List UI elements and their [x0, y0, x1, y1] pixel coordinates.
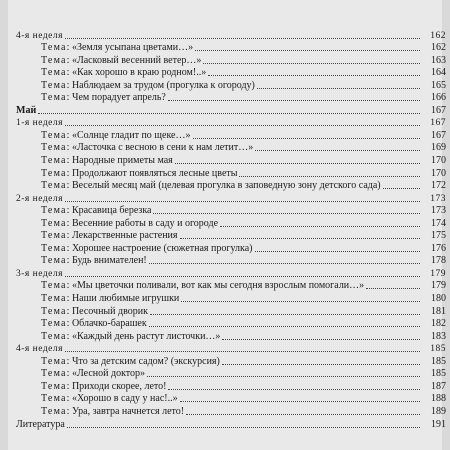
- dot-leader: [383, 187, 420, 189]
- dot-leader: [208, 74, 420, 76]
- dot-leader: [255, 250, 421, 252]
- dot-leader: [222, 363, 420, 365]
- dot-leader: [149, 325, 420, 327]
- topic-title: «Ласковый весенний ветер…»: [71, 54, 202, 66]
- toc-entry-title: Тема: Песочный дворик: [41, 305, 148, 317]
- dot-leader: [153, 212, 420, 214]
- dot-leader: [195, 49, 420, 51]
- dot-leader: [366, 287, 420, 289]
- toc-entry-topic: [16, 92, 446, 105]
- toc-entry-title: Тема: Что за детским садом? (экскурсия): [41, 355, 220, 367]
- dot-leader: [147, 375, 420, 377]
- page-number: 175: [431, 230, 446, 242]
- toc-entry-topic: [16, 242, 446, 255]
- dot-leader: [168, 99, 420, 101]
- topic-label: Тема: [41, 54, 67, 66]
- topic-title: «Мы цветочки поливали, вот как мы сегодня взрослым помогали…»: [71, 280, 365, 292]
- dot-leader: [239, 175, 420, 177]
- topic-label: Тема: [41, 380, 67, 392]
- page-number: 182: [431, 318, 446, 330]
- topic-label: Тема: [41, 167, 67, 179]
- topic-label: Тема: [41, 305, 67, 317]
- page-number: 163: [431, 54, 446, 66]
- page-number: 169: [431, 142, 446, 154]
- topic-title: Веселый месяц май (целевая прогулка в заповедную зону детского сада): [71, 180, 381, 192]
- toc-entry-topic: [16, 255, 446, 268]
- page-number: 179: [430, 268, 446, 279]
- page-number: 180: [431, 293, 446, 305]
- page-number: 167: [430, 118, 446, 129]
- topic-title: Красавица березка: [71, 205, 152, 217]
- toc-entry-title: Тема: «Ласточка с весною в сени к нам летит…»: [41, 142, 254, 154]
- topic-title: Продолжают появляться лесные цветы: [71, 167, 238, 179]
- topic-title: Что за детским садом? (экскурсия): [71, 355, 220, 367]
- toc-entry-topic: [16, 42, 446, 55]
- topic-label: Тема: [41, 155, 67, 167]
- dot-leader: [38, 112, 420, 114]
- topic-label: Тема: [41, 217, 67, 229]
- dot-leader: [180, 237, 420, 239]
- page-number: 174: [431, 217, 446, 229]
- page-number: 191: [431, 418, 446, 430]
- toc-entry-topic: [16, 368, 446, 381]
- dot-leader: [65, 124, 420, 126]
- toc-entry-title: 4-я неделя: [16, 30, 63, 41]
- toc-entry-title: Тема: «Хорошо в саду у нас!..»: [41, 393, 178, 405]
- toc-entry-title: Тема: Народные приметы мая: [41, 155, 173, 167]
- toc-entry-title: Тема: Облачко-барашек: [41, 318, 147, 330]
- toc-entry-title: Тема: «Ласковый весенний ветер…»: [41, 54, 202, 66]
- topic-label: Тема: [41, 280, 67, 292]
- toc-entry-title: Тема: Лекарственные растения: [41, 230, 178, 242]
- toc-entry-topic: [16, 154, 446, 167]
- toc-entry-week: [16, 29, 446, 42]
- toc-entry-topic: [16, 305, 446, 318]
- dot-leader: [65, 350, 420, 352]
- topic-label: Тема: [41, 393, 67, 405]
- toc-entry-topic: [16, 230, 446, 243]
- dot-leader: [181, 300, 420, 302]
- toc-entry-title: Тема: Наши любимые игрушки: [41, 293, 180, 305]
- dot-leader: [186, 413, 420, 415]
- toc-entry-topic: [16, 67, 446, 80]
- topic-title: «Хорошо в саду у нас!..»: [71, 393, 178, 405]
- topic-label: Тема: [41, 42, 67, 54]
- topic-label: Тема: [41, 142, 67, 154]
- dot-leader: [65, 200, 420, 202]
- topic-title: Приходи скорее, лето!: [71, 380, 167, 392]
- dot-leader: [255, 149, 420, 151]
- toc-entry-topic: [16, 393, 446, 406]
- toc-entry-title: 3-я неделя: [16, 268, 63, 279]
- toc-entry-week: [16, 343, 446, 356]
- toc-entry-title: Литература: [16, 418, 65, 430]
- topic-title: Хорошее настроение (сюжетная прогулка): [71, 242, 253, 254]
- topic-title: Облачко-барашек: [71, 318, 147, 330]
- topic-label: Тема: [41, 330, 67, 342]
- topic-label: Тема: [41, 355, 67, 367]
- toc-entry-week: [16, 267, 446, 280]
- toc-entry-topic: [16, 79, 446, 92]
- table-of-contents: [16, 29, 446, 431]
- topic-label: Тема: [41, 405, 67, 417]
- dot-leader: [168, 388, 420, 390]
- page-number: 165: [431, 79, 446, 91]
- toc-entry-topic: [16, 142, 446, 155]
- dot-leader: [149, 262, 420, 264]
- toc-entry-topic: [16, 355, 446, 368]
- topic-label: Тема: [41, 92, 67, 104]
- topic-title: Чем порадует апрель?: [71, 92, 166, 104]
- page-number: 185: [431, 355, 446, 367]
- toc-entry-week: [16, 117, 446, 130]
- page-number: 167: [431, 104, 446, 116]
- page-number: 185: [430, 344, 446, 355]
- toc-entry-topic: [16, 318, 446, 331]
- topic-label: Тема: [41, 230, 67, 242]
- toc-entry-title: Тема: Приходи скорее, лето!: [41, 380, 167, 392]
- page-number: 181: [431, 305, 446, 317]
- dot-leader: [257, 87, 420, 89]
- topic-title: Весенние работы в саду и огороде: [71, 217, 219, 229]
- page-number: 189: [431, 405, 446, 417]
- page-number: 172: [431, 180, 446, 192]
- toc-entry-title: Тема: Ура, завтра начнется лето!: [41, 405, 185, 417]
- toc-entry-title: 4-я неделя: [16, 344, 63, 355]
- topic-title: «Как хорошо в краю родном!..»: [71, 67, 207, 79]
- dot-leader: [65, 37, 420, 39]
- dot-leader: [180, 400, 420, 402]
- topic-label: Тема: [41, 180, 67, 192]
- page-number: 170: [431, 167, 446, 179]
- topic-title: Лекарственные растения: [71, 230, 178, 242]
- toc-entry-topic: [16, 292, 446, 305]
- toc-entry-title: 2-я неделя: [16, 193, 63, 204]
- toc-entry-title: Тема: «Солнце гладит по щеке…»: [41, 129, 191, 141]
- page-number: 162: [430, 30, 446, 41]
- page-number: 185: [431, 368, 446, 380]
- page-number: 178: [431, 255, 446, 267]
- toc-entry-title: Тема: «Как хорошо в краю родном!..»: [41, 67, 207, 79]
- dot-leader: [222, 338, 420, 340]
- toc-entry-title: Тема: Наблюдаем за трудом (прогулка к огороду): [41, 79, 255, 91]
- toc-entry-week: [16, 192, 446, 205]
- toc-entry-title: Тема: «Лесной доктор»: [41, 368, 146, 380]
- toc-entry-topic: [16, 180, 446, 193]
- toc-entry-title: Тема: Весенние работы в саду и огороде: [41, 217, 219, 229]
- page-number: 166: [431, 92, 446, 104]
- toc-entry-topic: [16, 405, 446, 418]
- topic-label: Тема: [41, 242, 67, 254]
- dot-leader: [65, 275, 420, 277]
- topic-title: «Солнце гладит по щеке…»: [71, 129, 191, 141]
- book-page: [8, 0, 446, 450]
- topic-label: Тема: [41, 318, 67, 330]
- page-number: 176: [431, 242, 446, 254]
- page-number: 164: [431, 67, 446, 79]
- topic-label: Тема: [41, 67, 67, 79]
- topic-label: Тема: [41, 368, 67, 380]
- toc-entry-topic: [16, 280, 446, 293]
- toc-entry-title: Тема: Будь внимателен!: [41, 255, 147, 267]
- topic-title: Наши любимые игрушки: [71, 293, 180, 305]
- dot-leader: [193, 137, 421, 139]
- page-number: 162: [431, 42, 446, 54]
- toc-entry-topic: [16, 167, 446, 180]
- topic-label: Тема: [41, 205, 67, 217]
- page-number: 170: [431, 155, 446, 167]
- toc-entry-title: Тема: Красавица березка: [41, 205, 152, 217]
- toc-entry-topic: [16, 205, 446, 218]
- toc-entry-topic: [16, 54, 446, 67]
- toc-entry-topic: [16, 380, 446, 393]
- page-number: 188: [431, 393, 446, 405]
- topic-label: Тема: [41, 255, 67, 267]
- dot-leader: [220, 225, 420, 227]
- page-number: 167: [431, 129, 446, 141]
- topic-title: Будь внимателен!: [71, 255, 147, 267]
- toc-entry-title: Тема: Хорошее настроение (сюжетная прогулка): [41, 242, 253, 254]
- toc-entry-title: Тема: Продолжают появляться лесные цветы: [41, 167, 238, 179]
- topic-title: «Лесной доктор»: [71, 368, 146, 380]
- toc-entry-title: Тема: Веселый месяц май (целевая прогулка в заповедную зону детского сада): [41, 180, 381, 192]
- dot-leader: [175, 162, 420, 164]
- toc-entry-title: Тема: «Земля усыпана цветами…»: [41, 42, 194, 54]
- toc-entry-topic: [16, 129, 446, 142]
- page-number: 187: [431, 380, 446, 392]
- toc-entry-lit: [16, 418, 446, 431]
- topic-title: «Каждый день растут листочки…»: [71, 330, 221, 342]
- toc-entry-title: Тема: «Мы цветочки поливали, вот как мы сегодня взрослым помогали…»: [41, 280, 365, 292]
- toc-entry-title: Май: [16, 104, 37, 116]
- toc-entry-title: Тема: Чем порадует апрель?: [41, 92, 166, 104]
- topic-label: Тема: [41, 79, 67, 91]
- page-number: 173: [430, 193, 446, 204]
- dot-leader: [203, 62, 420, 64]
- topic-title: «Земля усыпана цветами…»: [71, 42, 194, 54]
- topic-title: Народные приметы мая: [71, 155, 173, 167]
- toc-entry-topic: [16, 330, 446, 343]
- topic-title: Песочный дворик: [71, 305, 148, 317]
- topic-title: Наблюдаем за трудом (прогулка к огороду): [71, 79, 255, 91]
- dot-leader: [67, 426, 420, 428]
- page-number: 183: [431, 330, 446, 342]
- dot-leader: [150, 313, 420, 315]
- topic-label: Тема: [41, 129, 67, 141]
- topic-title: Ура, завтра начнется лето!: [71, 405, 185, 417]
- toc-entry-topic: [16, 217, 446, 230]
- toc-entry-title: Тема: «Каждый день растут листочки…»: [41, 330, 221, 342]
- toc-entry-title: 1-я неделя: [16, 118, 63, 129]
- topic-label: Тема: [41, 293, 67, 305]
- toc-entry-month: [16, 104, 446, 117]
- page-number: 173: [431, 205, 446, 217]
- page-number: 179: [431, 280, 446, 292]
- topic-title: «Ласточка с весною в сени к нам летит…»: [71, 142, 254, 154]
